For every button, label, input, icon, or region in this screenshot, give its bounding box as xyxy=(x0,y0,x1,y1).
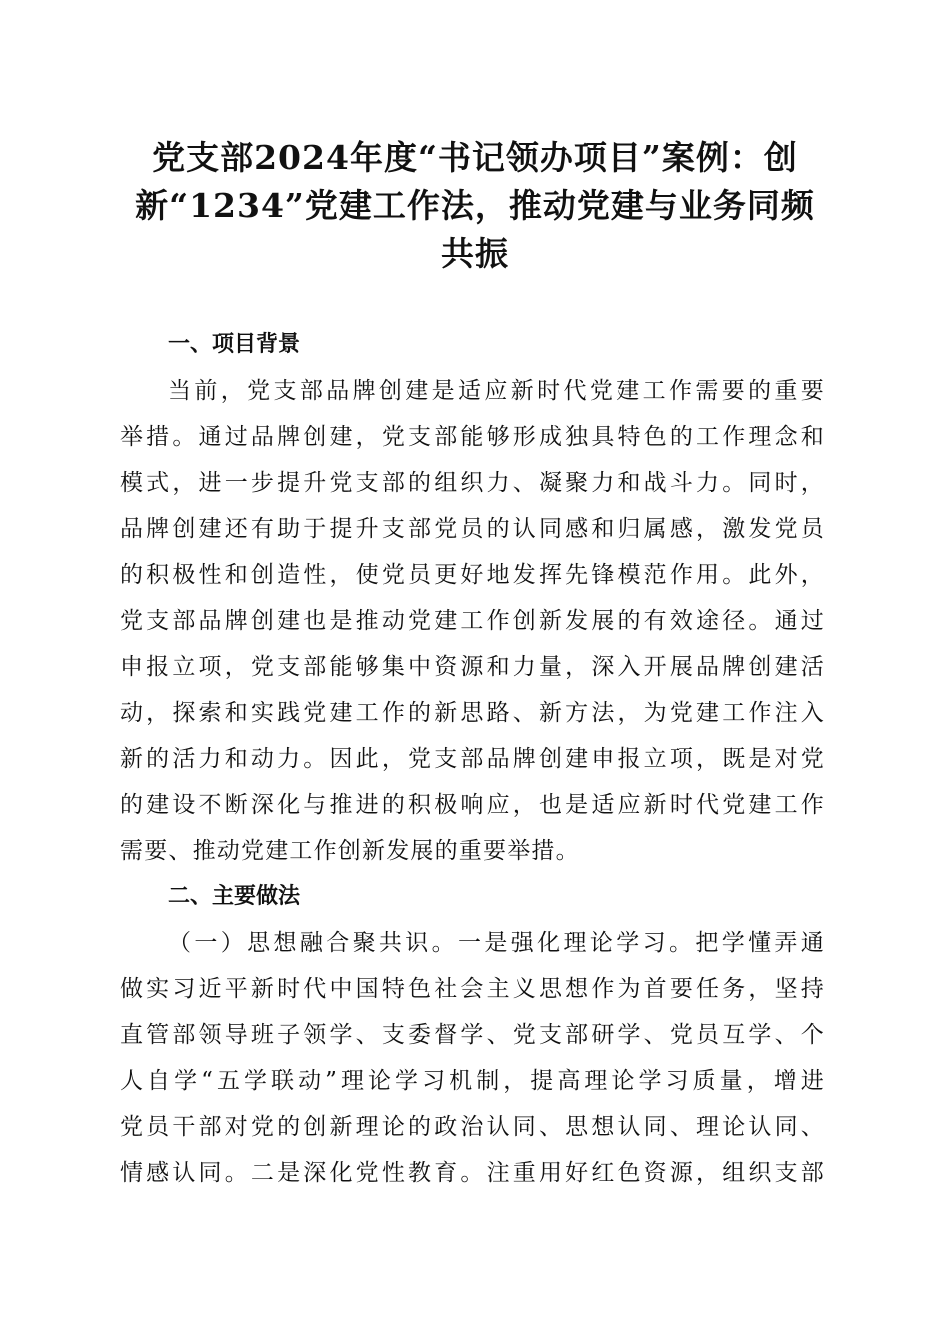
title-line: 新“1234”党建工作法，推动党建与业务同频 xyxy=(135,186,815,225)
text-line: 动，探索和实践党建工作的新思路、新方法，为党建工作注入 xyxy=(120,700,825,726)
text-line: 当前，党支部品牌创建是适应新时代党建工作需要的重要 xyxy=(168,378,825,404)
text-line: 做实习近平新时代中国特色社会主义思想作为首要任务，坚持 xyxy=(120,976,825,1002)
text-line: 新的活力和动力。因此，党支部品牌创建申报立项，既是对党 xyxy=(120,746,825,772)
document-body xyxy=(120,322,825,1196)
text-line: 党员干部对党的创新理论的政治认同、思想认同、理论认同、 xyxy=(120,1114,825,1140)
text-line: 需要、推动党建工作创新发展的重要举措。 xyxy=(120,838,580,864)
text-line: （一）思想融合聚共识。一是强化理论学习。把学懂弄通 xyxy=(168,930,825,956)
text-line: 模式，进一步提升党支部的组织力、凝聚力和战斗力。同时， xyxy=(120,470,825,496)
paragraph-background xyxy=(120,368,825,874)
text-line: 人自学“五学联动”理论学习机制，提高理论学习质量，增进 xyxy=(120,1068,825,1094)
section-heading-background: 一、项目背景 xyxy=(168,332,301,357)
text-line: 的建设不断深化与推进的积极响应，也是适应新时代党建工作 xyxy=(120,792,825,818)
paragraph-practices xyxy=(120,920,825,1196)
document-title xyxy=(120,134,830,278)
text-line: 品牌创建还有助于提升支部党员的认同感和归属感，激发党员 xyxy=(120,516,825,542)
text-line: 的积极性和创造性，使党员更好地发挥先锋模范作用。此外， xyxy=(120,562,825,588)
text-line: 党支部品牌创建也是推动党建工作创新发展的有效途径。通过 xyxy=(120,608,825,634)
text-line: 申报立项，党支部能够集中资源和力量，深入开展品牌创建活 xyxy=(120,654,825,680)
title-line: 党支部2024年度“书记领办项目”案例：创 xyxy=(152,138,798,177)
section-heading-main-practices: 二、主要做法 xyxy=(168,884,301,909)
text-line: 举措。通过品牌创建，党支部能够形成独具特色的工作理念和 xyxy=(120,424,825,450)
title-line: 共振 xyxy=(441,234,509,273)
text-line: 直管部领导班子领学、支委督学、党支部研学、党员互学、个 xyxy=(120,1022,825,1048)
text-line: 情感认同。二是深化党性教育。注重用好红色资源，组织支部 xyxy=(120,1160,825,1186)
